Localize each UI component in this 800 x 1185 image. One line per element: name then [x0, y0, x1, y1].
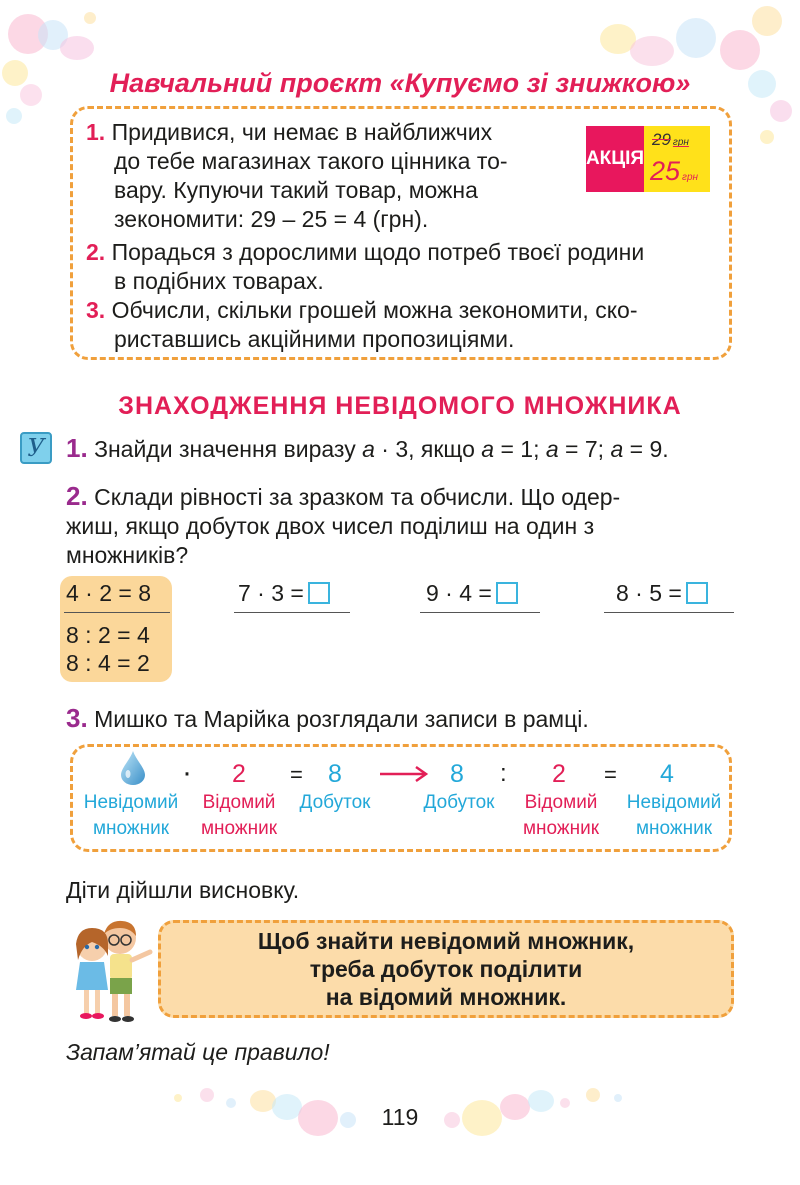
project-item-1-line-2: до тебе магазинах такого цінника то-	[114, 148, 508, 174]
task-1-val-2: = 7;	[558, 436, 611, 462]
answer-box[interactable]	[686, 582, 708, 604]
diagram-equals-1: =	[290, 762, 303, 787]
exercise-1-line	[234, 612, 350, 613]
price-tag	[586, 126, 710, 192]
task-1-val-1: = 1;	[494, 436, 546, 462]
label-unknown2-line-2: множник	[635, 818, 713, 839]
diagram-product-2: 8	[450, 760, 464, 788]
project-item-3-number: 3.	[86, 297, 106, 323]
label-product-2: Добуток	[423, 792, 495, 813]
answer-box[interactable]	[308, 582, 330, 604]
task-2-number: 2.	[66, 481, 88, 511]
diagram-product: 8	[328, 760, 342, 788]
task-1-var-a3: а	[610, 436, 624, 462]
diagram-known-factor: 2	[232, 760, 246, 788]
exercise-3-text: 8 · 5 =	[616, 580, 682, 606]
label-known2-line-2: множник	[522, 818, 600, 839]
exercise-1	[238, 580, 330, 607]
exercise-1-text: 7 · 3 =	[238, 580, 304, 606]
price-tag-old-price: 29 грн	[652, 130, 689, 149]
exercise-2	[426, 580, 518, 607]
task-1-text-mid: · 3, якщо	[374, 436, 482, 462]
exercise-3-line	[604, 612, 734, 613]
sample-division-2: 8 : 4 = 2	[66, 650, 150, 676]
label-unknown-line-1: Невідомий	[83, 792, 179, 813]
label-known-line-2: множник	[200, 818, 278, 839]
task-3-number: 3.	[66, 703, 88, 733]
task-1-var-a1: а	[481, 436, 495, 462]
conclusion-text: Діти дійшли висновку.	[66, 877, 300, 903]
task-3	[66, 704, 766, 734]
rule-line-2: треба добуток поділити	[309, 956, 583, 982]
label-known-factor	[194, 790, 284, 842]
project-title: Навчальний проєкт «Купуємо зі знижкою»	[109, 68, 691, 98]
rule-line-1: Щоб знайти невідомий множник,	[257, 928, 635, 954]
price-tag-sale-label: АКЦІЯ	[586, 126, 644, 192]
project-item-2-number: 2.	[86, 239, 106, 265]
label-unknown-line-2: множник	[92, 818, 170, 839]
project-item-3-line-2: риставшись акційними пропозиціями.	[114, 326, 515, 352]
answer-box[interactable]	[496, 582, 518, 604]
project-item-2	[86, 238, 726, 296]
task-2-line-2: жиш, якщо добуток двох чисел поділиш на один з	[66, 513, 595, 539]
sample-product: 4 · 2 = 8	[66, 580, 152, 606]
diagram-multiply-dot: ·	[182, 756, 192, 789]
project-item-1	[86, 118, 576, 234]
section-heading: ЗНАХОДЖЕННЯ НЕВІДОМОГО МНОЖНИКА	[118, 392, 682, 420]
label-known-factor-2	[516, 790, 606, 842]
exercise-3	[616, 580, 708, 607]
remember-note: Запам’ятай це правило!	[66, 1039, 330, 1065]
rule-box	[158, 920, 734, 1018]
price-tag-new-price: 25 грн	[650, 156, 699, 186]
diagram-known-factor-2: 2	[552, 760, 566, 788]
label-unknown-factor	[76, 790, 186, 842]
label-product: Добуток	[299, 792, 371, 813]
label-unknown-factor-2	[618, 790, 730, 842]
task-2-line-3: множників?	[66, 542, 189, 568]
sample-division-1: 8 : 2 = 4	[66, 622, 150, 648]
task-1-text: Знайди значення виразу	[94, 436, 363, 462]
diagram-divide: :	[500, 760, 507, 787]
label-known2-line-1: Відомий	[524, 792, 598, 813]
diagram-equals-2: =	[604, 762, 617, 787]
diagram-result: 4	[660, 760, 674, 788]
project-item-2-line-2: в подібних товарах.	[114, 268, 324, 294]
task-1-var-a2: а	[545, 436, 559, 462]
label-known-line-1: Відомий	[202, 792, 276, 813]
task-2-line-1: Склади рівності за зразком та обчисли. Що одер-	[94, 484, 621, 510]
rule-text	[258, 927, 634, 1011]
label-unknown2-line-1: Невідомий	[626, 792, 722, 813]
task-2	[66, 482, 746, 570]
oral-task-icon: У	[20, 432, 52, 464]
exercise-2-text: 9 · 4 =	[426, 580, 492, 606]
project-item-1-line-3: вару. Купуючи такий товар, можна	[114, 177, 478, 203]
exercise-2-line	[420, 612, 540, 613]
project-item-1-number: 1.	[86, 119, 106, 145]
project-item-3	[86, 296, 726, 354]
sample-divider	[64, 612, 170, 613]
project-item-1-line-1: Придивися, чи немає в найближчих	[111, 119, 493, 145]
page-number: 119	[381, 1104, 419, 1130]
water-drop-icon	[120, 750, 146, 786]
children-illustration	[64, 916, 160, 1028]
project-item-3-line-1: Обчисли, скільки грошей можна зекономити, ско-	[111, 297, 638, 323]
task-1-val-3: = 9.	[623, 436, 669, 462]
arrow-right-icon	[378, 764, 430, 789]
project-item-2-line-1: Порадься з дорослими щодо потреб твоєї родини	[111, 239, 645, 265]
task-1-var: а	[362, 436, 375, 462]
task-1-number: 1.	[66, 433, 88, 463]
task-1	[66, 434, 786, 464]
task-3-text: Мишко та Марійка розглядали записи в рамці.	[94, 706, 589, 732]
project-item-1-line-4: зекономити: 29 – 25 = 4 (грн).	[114, 206, 429, 232]
rule-line-3: на відомий множник.	[325, 984, 567, 1010]
